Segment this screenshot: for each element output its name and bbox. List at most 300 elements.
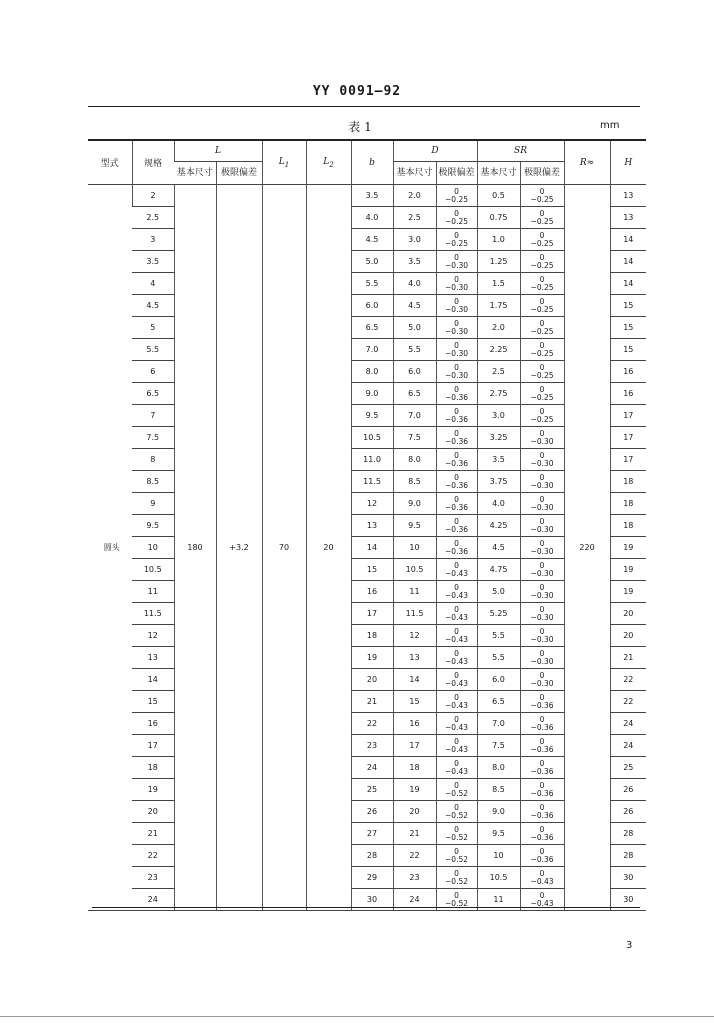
D-deviation-cell-stack bbox=[445, 584, 468, 600]
D-deviation-cell bbox=[436, 559, 477, 581]
spec-cell: 19 bbox=[132, 779, 174, 801]
lower-deviation: −0.30 bbox=[530, 656, 554, 666]
upper-deviation: 0 bbox=[454, 648, 459, 658]
spec-cell: 7.5 bbox=[132, 427, 174, 449]
lower-deviation: −0.25 bbox=[530, 348, 554, 358]
upper-deviation: 0 bbox=[454, 560, 459, 570]
lower-deviation: −0.52 bbox=[445, 788, 468, 798]
SR-deviation-cell-stack bbox=[531, 650, 554, 666]
SR-basic-cell: 10 bbox=[477, 845, 520, 867]
SR-deviation-cell bbox=[520, 757, 564, 779]
lower-deviation: −0.36 bbox=[445, 524, 468, 534]
SR-deviation-cell bbox=[520, 537, 564, 559]
upper-deviation: 0 bbox=[454, 252, 459, 262]
D-deviation-cell-stack bbox=[445, 496, 468, 512]
SR-basic-cell: 7.0 bbox=[477, 713, 520, 735]
D-basic-cell: 18 bbox=[393, 757, 436, 779]
SR-deviation-cell-stack bbox=[531, 408, 554, 424]
D-basic-cell: 6.0 bbox=[393, 361, 436, 383]
D-deviation-cell-stack bbox=[445, 474, 468, 490]
D-deviation-cell-stack bbox=[445, 210, 468, 226]
lower-deviation: −0.52 bbox=[445, 854, 468, 864]
H-cell: 30 bbox=[610, 867, 646, 889]
lower-deviation: −0.36 bbox=[445, 502, 468, 512]
header-D-deviation: 极限偏差 bbox=[436, 162, 477, 185]
upper-deviation: 0 bbox=[454, 274, 459, 284]
lower-deviation: −0.36 bbox=[445, 392, 468, 402]
D-deviation-cell bbox=[436, 647, 477, 669]
lower-deviation: −0.36 bbox=[445, 480, 468, 490]
b-cell: 23 bbox=[351, 735, 393, 757]
table-row bbox=[88, 867, 646, 889]
H-cell: 26 bbox=[610, 801, 646, 823]
spec-cell: 4.5 bbox=[132, 295, 174, 317]
SR-deviation-cell bbox=[520, 383, 564, 405]
H-cell: 21 bbox=[610, 647, 646, 669]
D-deviation-cell bbox=[436, 823, 477, 845]
table-row bbox=[88, 779, 646, 801]
upper-deviation: 0 bbox=[539, 472, 545, 482]
spec-cell: 8.5 bbox=[132, 471, 174, 493]
D-basic-cell: 4.0 bbox=[393, 273, 436, 295]
SR-deviation-cell-stack bbox=[531, 628, 554, 644]
H-cell: 13 bbox=[610, 185, 646, 207]
page-edge-line bbox=[0, 1016, 714, 1017]
spec-cell: 10.5 bbox=[132, 559, 174, 581]
upper-deviation: 0 bbox=[454, 362, 459, 372]
H-cell: 19 bbox=[610, 559, 646, 581]
D-basic-cell: 14 bbox=[393, 669, 436, 691]
b-cell: 30 bbox=[351, 889, 393, 911]
H-cell: 20 bbox=[610, 603, 646, 625]
D-deviation-cell-stack bbox=[445, 298, 468, 314]
upper-deviation: 0 bbox=[454, 758, 459, 768]
header-L1: $L_1$ bbox=[262, 140, 306, 185]
spec-cell: 22 bbox=[132, 845, 174, 867]
upper-deviation: 0 bbox=[454, 736, 459, 746]
D-deviation-cell bbox=[436, 317, 477, 339]
SR-basic-cell: 0.75 bbox=[477, 207, 520, 229]
spec-table bbox=[88, 139, 646, 911]
upper-deviation: 0 bbox=[539, 494, 545, 504]
D-deviation-cell-stack bbox=[445, 518, 468, 534]
D-basic-cell: 5.0 bbox=[393, 317, 436, 339]
SR-basic-cell: 6.0 bbox=[477, 669, 520, 691]
upper-deviation: 0 bbox=[539, 208, 545, 218]
SR-deviation-cell bbox=[520, 515, 564, 537]
header-L: L bbox=[174, 140, 262, 162]
b-cell: 17 bbox=[351, 603, 393, 625]
b-cell: 5.0 bbox=[351, 251, 393, 273]
lower-deviation: −0.30 bbox=[445, 348, 468, 358]
D-deviation-cell-stack bbox=[445, 738, 468, 754]
SR-deviation-cell-stack bbox=[531, 188, 554, 204]
b-cell: 16 bbox=[351, 581, 393, 603]
upper-deviation: 0 bbox=[454, 538, 459, 548]
SR-deviation-cell bbox=[520, 185, 564, 207]
lower-deviation: −0.25 bbox=[530, 326, 554, 336]
table-row bbox=[88, 251, 646, 273]
D-basic-cell: 23 bbox=[393, 867, 436, 889]
upper-deviation: 0 bbox=[539, 428, 545, 438]
D-deviation-cell-stack bbox=[445, 782, 468, 798]
spec-cell: 18 bbox=[132, 757, 174, 779]
upper-deviation: 0 bbox=[539, 450, 545, 460]
lower-deviation: −0.30 bbox=[530, 524, 554, 534]
lower-deviation: −0.43 bbox=[445, 722, 468, 732]
upper-deviation: 0 bbox=[539, 824, 545, 834]
spec-cell: 14 bbox=[132, 669, 174, 691]
L-deviation-cell: +3.2 bbox=[216, 185, 262, 911]
b-cell: 5.5 bbox=[351, 273, 393, 295]
D-deviation-cell bbox=[436, 427, 477, 449]
lower-deviation: −0.30 bbox=[445, 304, 468, 314]
upper-deviation: 0 bbox=[454, 186, 459, 196]
b-cell: 6.5 bbox=[351, 317, 393, 339]
D-deviation-cell bbox=[436, 867, 477, 889]
b-cell: 4.0 bbox=[351, 207, 393, 229]
SR-basic-cell: 4.5 bbox=[477, 537, 520, 559]
b-cell: 19 bbox=[351, 647, 393, 669]
SR-basic-cell: 2.25 bbox=[477, 339, 520, 361]
SR-deviation-cell bbox=[520, 405, 564, 427]
upper-deviation: 0 bbox=[454, 626, 459, 636]
SR-basic-cell: 1.5 bbox=[477, 273, 520, 295]
SR-deviation-cell bbox=[520, 801, 564, 823]
lower-deviation: −0.30 bbox=[530, 502, 554, 512]
upper-deviation: 0 bbox=[539, 340, 545, 350]
spec-cell: 5 bbox=[132, 317, 174, 339]
D-deviation-cell bbox=[436, 493, 477, 515]
table-row bbox=[88, 471, 646, 493]
spec-cell: 11 bbox=[132, 581, 174, 603]
upper-deviation: 0 bbox=[454, 406, 459, 416]
H-cell: 15 bbox=[610, 317, 646, 339]
H-cell: 22 bbox=[610, 669, 646, 691]
spec-cell: 8 bbox=[132, 449, 174, 471]
upper-deviation: 0 bbox=[454, 802, 459, 812]
upper-deviation: 0 bbox=[454, 824, 459, 834]
D-deviation-cell bbox=[436, 361, 477, 383]
SR-deviation-cell bbox=[520, 669, 564, 691]
D-deviation-cell-stack bbox=[445, 848, 468, 864]
H-cell: 18 bbox=[610, 515, 646, 537]
lower-deviation: −0.30 bbox=[530, 590, 554, 600]
lower-deviation: −0.43 bbox=[445, 590, 468, 600]
SR-deviation-cell-stack bbox=[531, 386, 554, 402]
spec-cell: 11.5 bbox=[132, 603, 174, 625]
spec-cell: 7 bbox=[132, 405, 174, 427]
table-row bbox=[88, 185, 646, 207]
upper-deviation: 0 bbox=[454, 846, 459, 856]
SR-basic-cell: 1.75 bbox=[477, 295, 520, 317]
upper-deviation: 0 bbox=[539, 186, 545, 196]
lower-deviation: −0.30 bbox=[530, 612, 554, 622]
D-deviation-cell-stack bbox=[445, 826, 468, 842]
lower-deviation: −0.43 bbox=[530, 898, 554, 908]
SR-deviation-cell-stack bbox=[531, 584, 554, 600]
D-deviation-cell bbox=[436, 229, 477, 251]
lower-deviation: −0.43 bbox=[445, 656, 468, 666]
SR-basic-cell: 11 bbox=[477, 889, 520, 911]
header-spec: 规格 bbox=[132, 140, 174, 185]
L-basic-cell: 180 bbox=[174, 185, 216, 911]
spec-cell: 21 bbox=[132, 823, 174, 845]
table-row bbox=[88, 581, 646, 603]
SR-basic-cell: 4.75 bbox=[477, 559, 520, 581]
SR-deviation-cell bbox=[520, 471, 564, 493]
D-deviation-cell bbox=[436, 515, 477, 537]
D-deviation-cell bbox=[436, 779, 477, 801]
upper-deviation: 0 bbox=[539, 274, 545, 284]
lower-deviation: −0.43 bbox=[445, 568, 468, 578]
D-deviation-cell-stack bbox=[445, 694, 468, 710]
spec-cell: 23 bbox=[132, 867, 174, 889]
SR-basic-cell: 2.0 bbox=[477, 317, 520, 339]
SR-basic-cell: 3.5 bbox=[477, 449, 520, 471]
lower-deviation: −0.25 bbox=[530, 216, 554, 226]
b-cell: 15 bbox=[351, 559, 393, 581]
SR-deviation-cell-stack bbox=[531, 540, 554, 556]
lower-deviation: −0.25 bbox=[530, 370, 554, 380]
lower-deviation: −0.25 bbox=[445, 194, 468, 204]
H-cell: 15 bbox=[610, 339, 646, 361]
upper-deviation: 0 bbox=[454, 472, 459, 482]
SR-deviation-cell bbox=[520, 735, 564, 757]
b-cell: 29 bbox=[351, 867, 393, 889]
H-cell: 14 bbox=[610, 273, 646, 295]
lower-deviation: −0.25 bbox=[530, 238, 554, 248]
SR-basic-cell: 8.0 bbox=[477, 757, 520, 779]
type-cell bbox=[88, 185, 132, 911]
upper-deviation: 0 bbox=[539, 714, 545, 724]
table-row bbox=[88, 801, 646, 823]
D-deviation-cell bbox=[436, 405, 477, 427]
D-basic-cell: 3.5 bbox=[393, 251, 436, 273]
H-cell: 20 bbox=[610, 625, 646, 647]
D-deviation-cell-stack bbox=[445, 430, 468, 446]
SR-basic-cell: 6.5 bbox=[477, 691, 520, 713]
lower-deviation: −0.30 bbox=[530, 480, 554, 490]
D-basic-cell: 6.5 bbox=[393, 383, 436, 405]
H-cell: 13 bbox=[610, 207, 646, 229]
D-deviation-cell-stack bbox=[445, 628, 468, 644]
b-cell: 22 bbox=[351, 713, 393, 735]
upper-deviation: 0 bbox=[539, 758, 545, 768]
header-H: H bbox=[610, 140, 646, 185]
table-row bbox=[88, 625, 646, 647]
table-row bbox=[88, 229, 646, 251]
H-cell: 28 bbox=[610, 845, 646, 867]
b-cell: 25 bbox=[351, 779, 393, 801]
b-cell: 4.5 bbox=[351, 229, 393, 251]
header-L2: $L_2$ bbox=[306, 140, 351, 185]
lower-deviation: −0.43 bbox=[445, 612, 468, 622]
spec-cell: 5.5 bbox=[132, 339, 174, 361]
table-title: 表 1 bbox=[348, 120, 372, 134]
header-SR: SR bbox=[477, 140, 564, 162]
D-deviation-cell bbox=[436, 735, 477, 757]
SR-deviation-cell bbox=[520, 647, 564, 669]
SR-basic-cell: 7.5 bbox=[477, 735, 520, 757]
D-basic-cell: 9.0 bbox=[393, 493, 436, 515]
H-cell: 28 bbox=[610, 823, 646, 845]
SR-basic-cell: 5.25 bbox=[477, 603, 520, 625]
H-cell: 17 bbox=[610, 405, 646, 427]
SR-deviation-cell-stack bbox=[531, 562, 554, 578]
lower-deviation: −0.52 bbox=[445, 898, 468, 908]
b-cell: 6.0 bbox=[351, 295, 393, 317]
H-cell: 19 bbox=[610, 581, 646, 603]
H-cell: 17 bbox=[610, 449, 646, 471]
b-cell: 21 bbox=[351, 691, 393, 713]
table-row bbox=[88, 559, 646, 581]
upper-deviation: 0 bbox=[539, 406, 545, 416]
D-deviation-cell-stack bbox=[445, 276, 468, 292]
spec-cell: 3 bbox=[132, 229, 174, 251]
header-SR-basic: 基本尺寸 bbox=[477, 162, 520, 185]
b-cell: 8.0 bbox=[351, 361, 393, 383]
table-row bbox=[88, 603, 646, 625]
table-row bbox=[88, 691, 646, 713]
D-basic-cell: 7.0 bbox=[393, 405, 436, 427]
D-deviation-cell-stack bbox=[445, 672, 468, 688]
D-deviation-cell-stack bbox=[445, 760, 468, 776]
lower-deviation: −0.30 bbox=[445, 282, 468, 292]
SR-deviation-cell bbox=[520, 493, 564, 515]
table-row bbox=[88, 735, 646, 757]
table-body bbox=[88, 185, 646, 911]
D-deviation-cell-stack bbox=[445, 804, 468, 820]
upper-deviation: 0 bbox=[539, 648, 545, 658]
spec-cell: 12 bbox=[132, 625, 174, 647]
upper-deviation: 0 bbox=[454, 692, 459, 702]
lower-deviation: −0.30 bbox=[530, 458, 554, 468]
SR-basic-cell: 1.25 bbox=[477, 251, 520, 273]
header-type: 型式 bbox=[88, 140, 132, 185]
spec-cell: 20 bbox=[132, 801, 174, 823]
spec-cell: 15 bbox=[132, 691, 174, 713]
D-deviation-cell bbox=[436, 185, 477, 207]
D-basic-cell: 12 bbox=[393, 625, 436, 647]
table-row bbox=[88, 515, 646, 537]
SR-basic-cell: 3.75 bbox=[477, 471, 520, 493]
upper-deviation: 0 bbox=[539, 538, 545, 548]
SR-deviation-cell bbox=[520, 559, 564, 581]
D-deviation-cell-stack bbox=[445, 408, 468, 424]
H-cell: 19 bbox=[610, 537, 646, 559]
upper-deviation: 0 bbox=[454, 604, 459, 614]
H-cell: 17 bbox=[610, 427, 646, 449]
spec-cell: 3.5 bbox=[132, 251, 174, 273]
D-basic-cell: 8.5 bbox=[393, 471, 436, 493]
SR-basic-cell: 3.0 bbox=[477, 405, 520, 427]
SR-deviation-cell-stack bbox=[531, 496, 554, 512]
H-cell: 16 bbox=[610, 383, 646, 405]
SR-deviation-cell-stack bbox=[531, 606, 554, 622]
spec-cell: 24 bbox=[132, 889, 174, 911]
upper-deviation: 0 bbox=[539, 252, 545, 262]
upper-deviation: 0 bbox=[539, 318, 545, 328]
SR-deviation-cell-stack bbox=[531, 760, 554, 776]
D-deviation-cell-stack bbox=[445, 606, 468, 622]
upper-deviation: 0 bbox=[539, 736, 545, 746]
upper-deviation: 0 bbox=[539, 692, 545, 702]
upper-deviation: 0 bbox=[539, 296, 545, 306]
b-cell: 11.5 bbox=[351, 471, 393, 493]
SR-deviation-cell-stack bbox=[531, 826, 554, 842]
SR-basic-cell: 5.5 bbox=[477, 647, 520, 669]
D-deviation-cell-stack bbox=[445, 716, 468, 732]
D-basic-cell: 10.5 bbox=[393, 559, 436, 581]
SR-deviation-cell bbox=[520, 691, 564, 713]
b-cell: 12 bbox=[351, 493, 393, 515]
table-row bbox=[88, 647, 646, 669]
D-basic-cell: 7.5 bbox=[393, 427, 436, 449]
SR-deviation-cell-stack bbox=[531, 232, 554, 248]
type-label: 圆头 bbox=[103, 542, 120, 552]
SR-deviation-cell bbox=[520, 251, 564, 273]
SR-deviation-cell bbox=[520, 581, 564, 603]
SR-deviation-cell bbox=[520, 317, 564, 339]
SR-basic-cell: 5.5 bbox=[477, 625, 520, 647]
SR-basic-cell: 2.5 bbox=[477, 361, 520, 383]
b-cell: 27 bbox=[351, 823, 393, 845]
D-deviation-cell-stack bbox=[445, 320, 468, 336]
H-cell: 26 bbox=[610, 779, 646, 801]
lower-deviation: −0.25 bbox=[445, 238, 468, 248]
SR-deviation-cell-stack bbox=[531, 320, 554, 336]
D-basic-cell: 3.0 bbox=[393, 229, 436, 251]
SR-deviation-cell bbox=[520, 867, 564, 889]
D-deviation-cell-stack bbox=[445, 562, 468, 578]
D-deviation-cell-stack bbox=[445, 386, 468, 402]
b-cell: 9.0 bbox=[351, 383, 393, 405]
SR-deviation-cell bbox=[520, 625, 564, 647]
D-deviation-cell bbox=[436, 845, 477, 867]
SR-deviation-cell bbox=[520, 427, 564, 449]
table-row bbox=[88, 537, 646, 559]
SR-deviation-cell-stack bbox=[531, 452, 554, 468]
D-deviation-cell bbox=[436, 537, 477, 559]
SR-deviation-cell bbox=[520, 273, 564, 295]
upper-deviation: 0 bbox=[539, 868, 545, 878]
SR-basic-cell: 0.5 bbox=[477, 185, 520, 207]
upper-deviation: 0 bbox=[539, 582, 545, 592]
b-cell: 26 bbox=[351, 801, 393, 823]
header-L1-sub: 1 bbox=[284, 160, 290, 169]
D-deviation-cell bbox=[436, 801, 477, 823]
SR-deviation-cell-stack bbox=[531, 298, 554, 314]
SR-deviation-cell-stack bbox=[531, 474, 554, 490]
D-basic-cell: 11 bbox=[393, 581, 436, 603]
SR-deviation-cell-stack bbox=[531, 254, 554, 270]
D-basic-cell: 16 bbox=[393, 713, 436, 735]
D-deviation-cell bbox=[436, 207, 477, 229]
b-cell: 13 bbox=[351, 515, 393, 537]
lower-deviation: −0.36 bbox=[530, 722, 554, 732]
SR-deviation-cell-stack bbox=[531, 672, 554, 688]
D-deviation-cell bbox=[436, 251, 477, 273]
D-basic-cell: 10 bbox=[393, 537, 436, 559]
upper-deviation: 0 bbox=[454, 516, 459, 526]
upper-deviation: 0 bbox=[454, 714, 459, 724]
table-row bbox=[88, 339, 646, 361]
upper-deviation: 0 bbox=[539, 560, 545, 570]
lower-deviation: −0.43 bbox=[445, 678, 468, 688]
D-basic-cell: 2.0 bbox=[393, 185, 436, 207]
H-cell: 16 bbox=[610, 361, 646, 383]
